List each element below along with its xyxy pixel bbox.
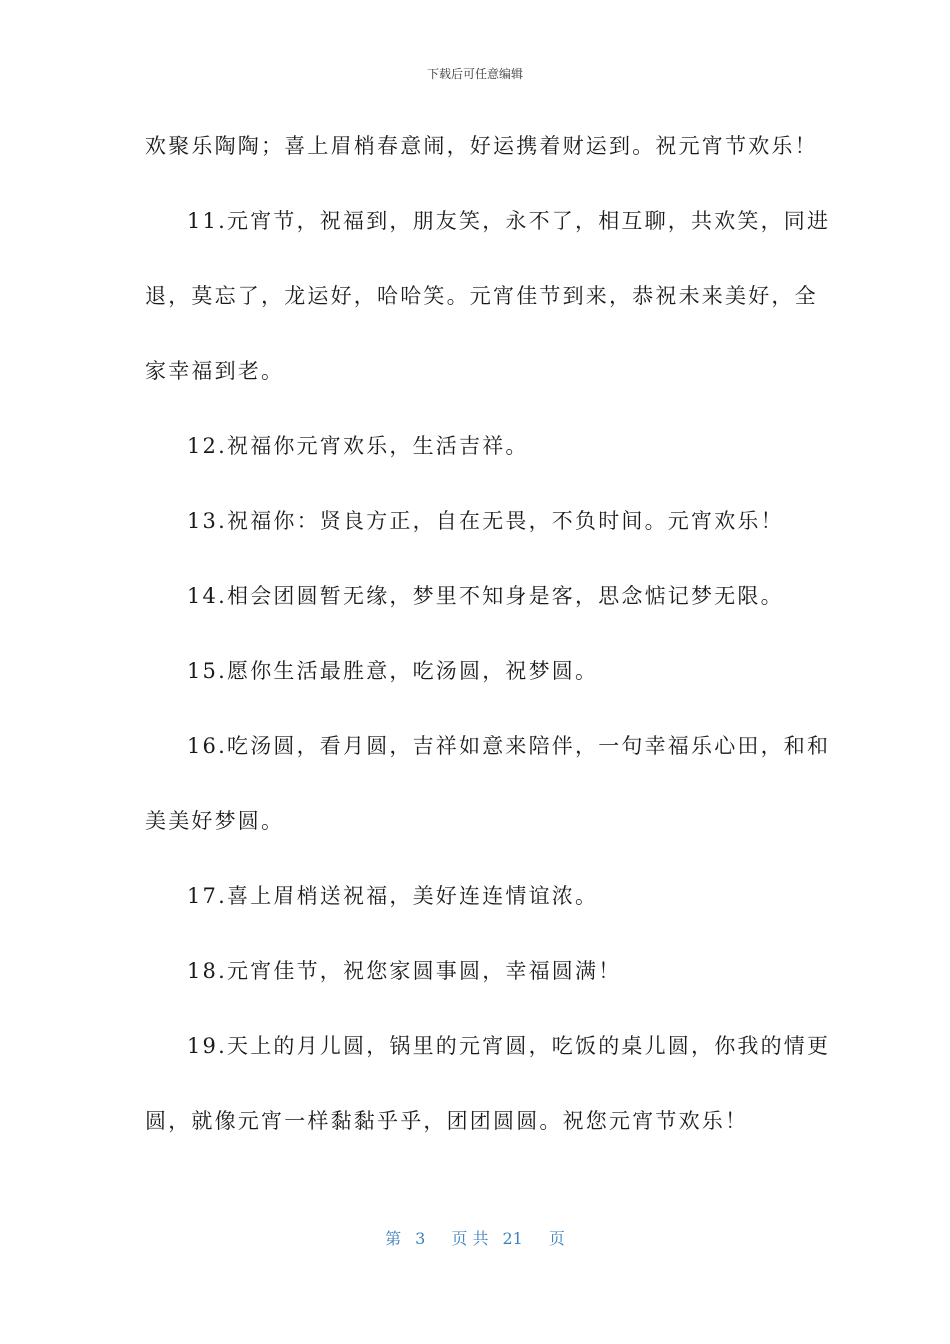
footer-suffix: 页 [548,1229,565,1248]
total-pages-number: 21 [502,1229,523,1248]
text-line: 17.喜上眉梢送祝福，美好连连情谊浓。 [187,884,599,908]
page-footer [0,1229,950,1249]
document-body [145,126,831,1176]
text-line: 18.元宵佳节，祝您家圆事圆，幸福圆满！ [187,959,622,983]
footer-prefix: 第 [385,1229,402,1248]
text-line: 家幸福到老。 [145,359,285,383]
text-line: 退，莫忘了，龙运好，哈哈笑。元宵佳节到来，恭祝未来美好，全 [145,284,818,308]
text-line: 圆，就像元宵一样黏黏乎乎，团团圆圆。祝您元宵节欢乐！ [145,1109,749,1133]
current-page-number: 3 [415,1229,426,1248]
text-line: 13.祝福你：贤良方正，自在无畏，不负时间。元宵欢乐！ [187,509,784,533]
header-note: 下载后可任意编辑 [426,67,523,81]
text-line: 12.祝福你元宵欢乐，生活吉祥。 [187,434,529,458]
text-line: 美美好梦圆。 [145,809,285,833]
text-line: 14.相会团圆暂无缘，梦里不知身是客，思念惦记梦无限。 [187,584,784,608]
text-line: 16.吃汤圆，看月圆，吉祥如意来陪伴，一句幸福乐心田，和和 [187,734,831,758]
text-line: 19.天上的月儿圆，锅里的元宵圆，吃饭的桌儿圆，你我的情更 [187,1034,831,1058]
text-line: 欢聚乐陶陶；喜上眉梢春意闹，好运携着财运到。祝元宵节欢乐！ [145,134,818,158]
text-line: 15.愿你生活最胜意，吃汤圆，祝梦圆。 [187,659,599,683]
text-line: 11.元宵节，祝福到，朋友笑，永不了，相互聊，共欢笑，同进 [187,209,831,233]
footer-middle: 页 共 [451,1229,489,1248]
